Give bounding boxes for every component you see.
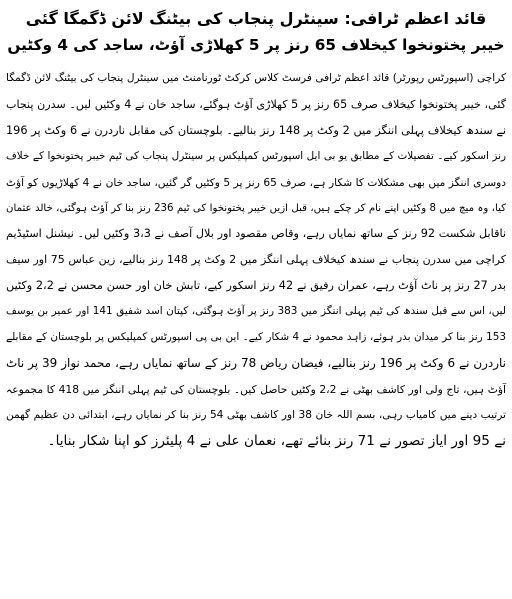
body-line: کیا، وہ میچ میں 8 وکٹیں اپنے نام کر چکے ہیں، قبل ازیں خیبر پختونخوا کی ٹیم 236 رنز بنا کر آؤٹ ہوگئی، خالد عثمان	[6, 202, 506, 214]
body-line: دوسری اننگز میں بھی مشکلات کا شکار ہے، صرف 65 رنز پر 5 وکٹیں گر گئیں، ساجد خان نے 4 کھلاڑیوں کو آؤٹ	[6, 175, 507, 189]
body-line: ترتیب دینے میں کامیاب رہی، بسم اللہ خان 38 اور کاشف بھٹی 54 رنز بنا کر نمایاں رہے، ابتدائی دن عظیم گھمن	[6, 408, 506, 421]
body-line: نے سندھ کیخلاف پہلی اننگز میں 2 وکٹ پر 148 رنز بنالیے۔ بلوچستان کی مقابل ناردرن نے 6 وکٹ پر 196	[6, 123, 506, 137]
body-line: نے 95 اور ایاز تصور نے 71 رنز بنائے تھے، نعمان علی نے 4 پلیئرز کو اپنا شکار بنایا۔	[47, 432, 506, 449]
body-line: 153 رنز بنا کر میدان بدر ہوئے، زاہد محمود نے 4 شکار کیے۔ این بی پی اسپورٹس کمپلیکس پر بلوچستان کے مقابلے	[6, 331, 506, 344]
body-line: گئی، خیبر پختونخوا کیخلاف صرف 65 رنز پر 5 کھلاڑی آؤٹ ہوگئے، ساجد خان نے 4 وکٹیں لیں۔ سدرن پنجاب	[6, 97, 506, 111]
body-line: بدر 27 رنز پر ناٹ آؤٹ رہے، عمران رفیق نے 42 رنز اسکور کیے، تابش خان اور حسن محسن نے 2،2 وکٹیں	[6, 279, 506, 293]
body-line: کراچی (اسپورٹس رپورٹر) قائد اعظم ٹرافی فرسٹ کلاس کرکٹ ٹورنامنٹ میں سینٹرل پنجاب کی بیٹنگ لائن ڈگمگا	[6, 72, 506, 84]
headline: قائد اعظم ٹرافی: سینٹرل پنجاب کی بیٹنگ لائن ڈگمگا گئی	[25, 9, 487, 28]
subheadline: خیبر پختونخوا کیخلاف 65 رنز پر 5 کھلاڑی آؤٹ، ساجد کی 4 وکٹیں	[7, 36, 505, 54]
body-line: آؤٹ ہیں، تاج ولی اور کاشف بھٹی نے 2،2 وکٹیں حاصل کیں۔ بلوچستان کی ٹیم پہلی اننگز میں 418 کا مجموعہ	[6, 382, 506, 396]
body-line: ناقابل شکست 92 رنز کے ساتھ نمایاں رہے، وقاص مقصود اور بلال آصف نے 3،3 وکٹیں لیں۔ نیشنل اسٹیڈیم	[6, 227, 506, 241]
body-line: ناردرن نے 6 وکٹ پر 196 رنز بنالیے، فیضان ریاض 78 رنز کے ساتھ نمایاں رہے، محمد نواز 39 پر ناٹ	[6, 355, 506, 370]
body-line: رنز اسکور کیے۔ تفصیلات کے مطابق یو بی ایل اسپورٹس کمپلیکس پر سینٹرل پنجاب کی ٹیم خیبر پختونخوا کے خلاف	[6, 149, 506, 162]
article-body	[6, 66, 506, 455]
body-line: کراچی میں سدرن پنجاب نے سندھ کیخلاف پہلی اننگز میں 2 وکٹ پر 148 رنز بنالیے، زین عباس 75 اور سیف	[6, 253, 506, 267]
body-line: لیں، اس سے قبل سندھ کی ٹیم پہلی اننگز میں 383 رنز پر آؤٹ ہوگئی، کپتان اسد شفیق 141 اور عمیر بن یوسف	[6, 305, 506, 318]
